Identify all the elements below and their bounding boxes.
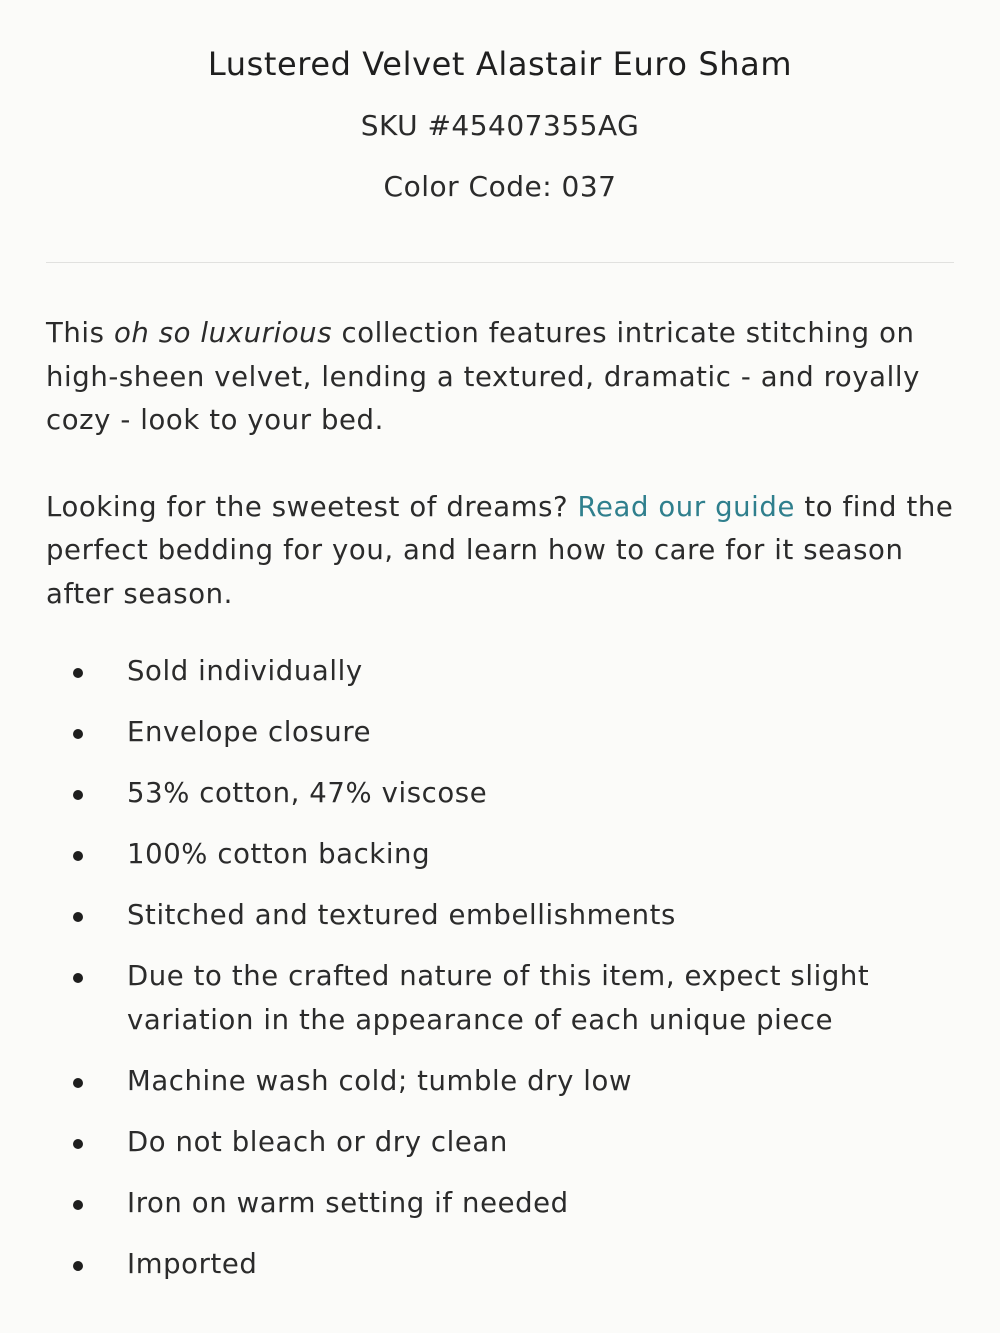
- feature-list-item: [0, 955, 1000, 1042]
- product-description: [46, 312, 958, 616]
- feature-list-item: [0, 1182, 1000, 1226]
- product-sku: SKU #45407355AG: [360, 109, 640, 142]
- bullet-icon: [73, 973, 83, 983]
- description-paragraph-guide: [46, 486, 958, 617]
- description-paragraph-intro: [46, 312, 958, 443]
- description-text: collection features intricate stitching on high-sheen velvet, lending a textured, dramatic - and royally cozy - look to your bed.: [46, 317, 920, 436]
- description-text: This: [46, 317, 114, 349]
- feature-list-item: [0, 711, 1000, 755]
- feature-text: Stitched and textured embellishments: [127, 899, 676, 931]
- product-title: Lustered Velvet Alastair Euro Sham: [207, 45, 793, 83]
- feature-text: Envelope closure: [127, 716, 372, 748]
- feature-text: Due to the crafted nature of this item, expect slight variation in the appearance of each unique piece: [127, 960, 870, 1036]
- feature-list-item: [0, 772, 1000, 816]
- feature-list-item: [0, 833, 1000, 877]
- bullet-icon: [73, 668, 83, 678]
- feature-list-item: [0, 650, 1000, 694]
- feature-list-item: [0, 1243, 1000, 1287]
- feature-list-item: [0, 1121, 1000, 1165]
- bullet-icon: [73, 1139, 83, 1149]
- description-text: to find the perfect bedding for you, and learn how to care for it season after season.: [46, 490, 954, 610]
- bullet-icon: [73, 1200, 83, 1210]
- bullet-icon: [73, 790, 83, 800]
- feature-text: 100% cotton backing: [127, 838, 431, 870]
- read-guide-link[interactable]: Read our guide: [577, 490, 795, 523]
- feature-list-item: [0, 894, 1000, 938]
- feature-text: Do not bleach or dry clean: [127, 1125, 508, 1158]
- feature-list: [0, 650, 1000, 1304]
- product-color-code: Color Code: 037: [383, 170, 617, 203]
- description-text: Looking for the sweetest of dreams?: [46, 490, 578, 523]
- feature-text: 53% cotton, 47% viscose: [127, 777, 488, 809]
- bullet-icon: [73, 851, 83, 861]
- bullet-icon: [73, 1261, 83, 1271]
- feature-text: Sold individually: [127, 655, 363, 687]
- section-divider: [46, 262, 954, 263]
- bullet-icon: [73, 912, 83, 922]
- feature-text: Machine wash cold; tumble dry low: [127, 1064, 633, 1097]
- feature-text: Iron on warm setting if needed: [127, 1186, 569, 1219]
- feature-text: Imported: [127, 1247, 258, 1280]
- product-header: [0, 0, 1000, 207]
- feature-list-item: [0, 1060, 1000, 1104]
- bullet-icon: [73, 1078, 83, 1088]
- bullet-icon: [73, 729, 83, 739]
- description-emphasis: oh so luxurious: [113, 317, 333, 349]
